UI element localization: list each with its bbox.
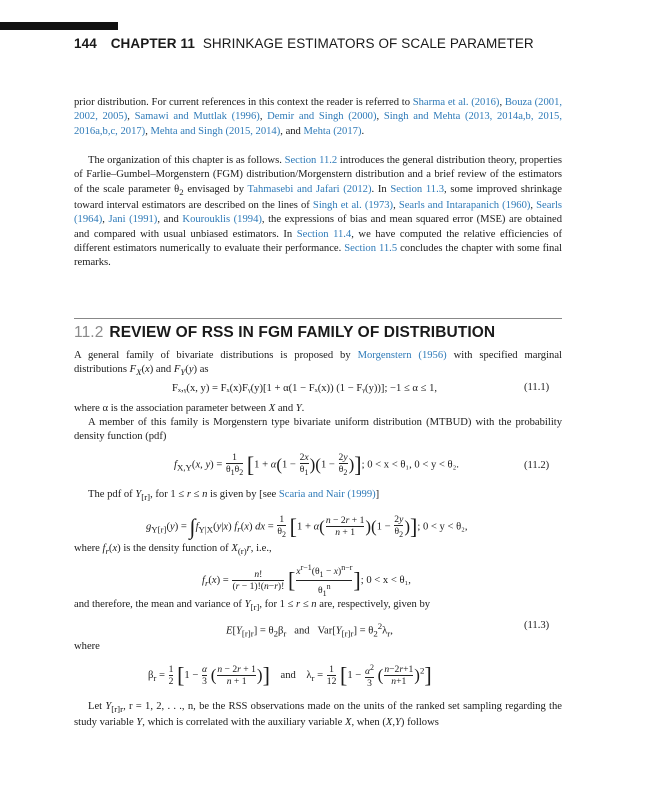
equation-11-2: $f_{X,Y}(x$, y) = $\frac{1}{\theta_1\theta_2}$ [1 + α(1 − $\frac{2x}{\theta_1}$ )(1 − $\frac{2y}{\theta_2}$ )]; 0 < x < θ₁, 0 < y < θ₂. xyxy=(174,451,459,477)
ref-singh-1973[interactable]: Singh et al. (1973) xyxy=(312,200,394,211)
equation-label-11-3: (11.3) xyxy=(524,620,550,631)
ref-bouza[interactable]: Bouza (2001, 2002, 2005) xyxy=(74,97,563,123)
ref-morgenstern[interactable]: Morgenstern (1956) xyxy=(357,350,447,361)
equation-label-11-2: (11.2) xyxy=(524,460,550,471)
chapter-title: SHRINKAGE ESTIMATORS OF SCALE PARAMETER xyxy=(202,36,534,51)
link-section-11-2[interactable]: Section 11.2 xyxy=(284,155,338,166)
running-head xyxy=(74,36,534,51)
ref-searls-intarapanich[interactable]: Searls and Intarapanich (1960) xyxy=(398,200,531,211)
intro-paragraph-2: The organization of this chapter is as follows. Section 11.2 introduces the general distribution theory, properties of Farlie–Gumbel–Morgenstern (FGM) distribution/Morgenstern distribution and a brief review of the estimators of the scale parameter $\theta_2$ envisaged by Tahmasebi and Jafari (2012). In Section 11.3, some improved shrinkage toward interval estimators are described on the lines of Singh et al. (1973), Searls and Intarapanich (1960), Searls (1964), Jani (1991), and Kourouklis (1994), the expressions of bias and mean squared error (MSE) are obtained and compared with usual unbiased estimators. In Section 11.4, we have computed the relative efficiencies of different estimators numerically to evaluate their performance. Section 11.5 concludes the chapter with some final remarks. xyxy=(74,155,563,269)
ref-searls[interactable]: Searls (1964) xyxy=(74,200,563,226)
section-title: REVIEW OF RSS IN FGM FAMILY OF DISTRIBUTION xyxy=(109,324,496,341)
ref-scaria[interactable]: Scaria and Nair (1999) xyxy=(278,489,376,500)
equation-11-1: Fₓ,ᵧ(x, y) = Fₓ(x)Fᵧ(y)[1 + α(1 − Fₓ(x)) (1 − Fᵧ(y))]; −1 ≤ α ≤ 1, xyxy=(172,383,438,394)
body-rss-paragraph: Let $Y_{[r]r}$, r = 1, 2, . . ., n, be the RSS observations made on the units of the ranked set sampling regarding the study variable Y, which is correlated with the auxiliary variable X, when (X,Y) follows xyxy=(74,701,562,729)
ref-kourouklis[interactable]: Kourouklis (1994) xyxy=(182,214,262,226)
body-mean-variance-line: and therefore, the mean and variance of $Y_{[r]}$, for 1 ≤ r ≤ n are, respectively, given by xyxy=(74,599,431,613)
equation-density-x: $f_r(x)$ = $\frac{n!}{(r - 1)!(n-r)!}$ [ $\frac{x^{r-1}(\theta_1 - x)^{n-r}}{\theta_1^n}$ ]; 0 < x < θ₁, xyxy=(202,563,411,599)
equation-label-11-1: (11.1) xyxy=(524,382,550,393)
equation-pdf-y: $g_{Y[r]}(y) = \int f_{Y|X}(y|x)$ $f_r(x)$ dx = $\frac{1}{\theta_2}$ [1 + α( $\frac{n - 2r + 1}{n + 1}$ )(1 − $\frac{2y}{\theta_2}$ )]; 0 < y < θ₂, xyxy=(146,513,468,539)
ref-samawi[interactable]: Samawi and Muttlak (1996) xyxy=(134,111,260,123)
ref-sharma[interactable]: Sharma et al. (2016) xyxy=(412,97,500,108)
ref-tahmasebi[interactable]: Tahmasebi and Jafari (2012) xyxy=(247,183,372,195)
body-pdf-line: The pdf of $Y_{[r]}$, for 1 ≤ r ≤ n is given by [see Scaria and Nair (1999)] xyxy=(88,489,380,503)
link-section-11-4[interactable]: Section 11.4 xyxy=(296,228,352,240)
equation-11-3: $E[Y_{[r]r}] = \theta_2\beta_r$ and $Var[Y_{[r]r}] = \theta_2^2\lambda_r$, xyxy=(226,621,393,639)
link-section-11-5[interactable]: Section 11.5 xyxy=(344,242,398,254)
chapter-label: CHAPTER 11 xyxy=(110,36,195,51)
body-where-alpha: where α is the association parameter between X and Y. xyxy=(74,403,305,414)
section-rule xyxy=(74,318,562,319)
link-section-11-3[interactable]: Section 11.3 xyxy=(390,183,445,195)
ref-singh-mehta[interactable]: Singh and Mehta (2013, 2014a,b, 2015, 2016a,b,c, 2017) xyxy=(74,111,562,137)
ref-jani[interactable]: Jani (1991) xyxy=(108,214,158,226)
header-bar xyxy=(0,22,118,30)
section-heading xyxy=(74,324,495,342)
body-paragraph-1: A general family of bivariate distributions is proposed by Morgenstern (1956) with specified marginal distributions $F_X(x)$ and $F_Y(y)$ as xyxy=(74,350,562,378)
intro-paragraph-1: prior distribution. For current references in this context the reader is referred to Sharma et al. (2016), Bouza (2001, 2002, 2005), Samawi and Muttlak (1996), Demir and Singh (2000), Singh and Mehta (2013, 2014a,b, 2015, 2016a,b,c, 2017), Mehta and Singh (2015, 2014), and Mehta (2017). xyxy=(74,97,563,137)
body-where: where xyxy=(74,641,100,652)
ref-demir[interactable]: Demir and Singh (2000) xyxy=(267,111,377,123)
ref-mehta-singh[interactable]: Mehta and Singh (2015, 2014) xyxy=(150,125,281,137)
ref-mehta[interactable]: Mehta (2017) xyxy=(303,125,362,137)
section-number: 11.2 xyxy=(74,324,104,341)
page-number: 144 xyxy=(74,36,97,51)
equation-beta-lambda: $\beta_r$ = $\frac{1}{2}$ [1 − $\frac{\alpha}{3}$ ( $\frac{n - 2r + 1}{n + 1}$ )] and $\lambda_r$ = $\frac{1}{12}$ [1 − $\frac{\alpha^2}{3}$ ( $\frac{n-2r+1}{n+1}$ )$^2$] xyxy=(148,662,432,690)
body-paragraph-mtbud: A member of this family is Morgenstern type bivariate uniform distribution (MTBUD) with the probability density function (pdf) xyxy=(74,417,562,443)
body-density-line: where $f_r(x)$ is the density function of $X_{(r)}r$, i.e., xyxy=(74,543,272,557)
